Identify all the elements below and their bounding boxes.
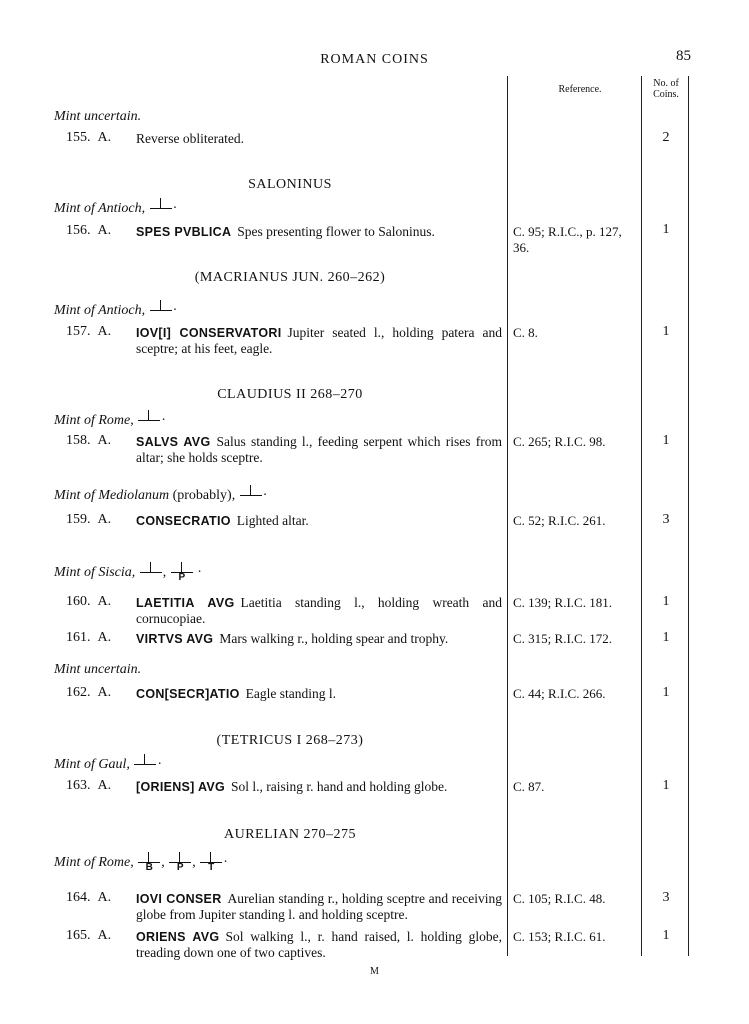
entry-number: 164. — [66, 890, 91, 905]
section-title-aurelian: AURELIAN 270–275 — [223, 827, 357, 842]
coin-description: Aurelian standing r., holding sceptre and receiving globe from Jupiter standing l. and holding sceptre. — [136, 891, 503, 922]
mint-mark-symbol — [134, 754, 156, 770]
entry-160-count: 1 — [662, 594, 670, 609]
entry-number: 156. — [66, 223, 91, 238]
mint-city: Mediolanum — [98, 488, 170, 503]
entry-159-number — [66, 512, 111, 528]
entry-156-count: 1 — [662, 222, 670, 237]
mint-heading-rome: Mint of Rome, · — [54, 410, 166, 429]
entry-156-number — [66, 223, 111, 239]
mint-mark-symbol — [150, 198, 172, 214]
entry-160-number — [66, 594, 111, 610]
mint-mark-symbol-p — [169, 852, 191, 873]
entry-158-reference: C. 265; R.I.C. 98. — [513, 434, 606, 449]
entry-metal: A. — [97, 685, 112, 700]
entry-metal: A. — [97, 433, 112, 448]
signature-mark: M — [370, 966, 379, 977]
mint-text: Mint of Siscia, — [54, 565, 136, 580]
entry-156-reference: C. 95; R.I.C., p. 127, 36. — [513, 224, 622, 255]
entry-158-number — [66, 433, 111, 449]
entry-156-description — [136, 224, 502, 240]
coin-description: Lighted altar. — [236, 513, 309, 528]
entry-163-count: 1 — [662, 778, 670, 793]
section-title-saloninus: SALONINUS — [248, 177, 332, 192]
coin-description: Eagle standing l. — [245, 686, 337, 701]
entry-number: 157. — [66, 324, 91, 339]
mint-mark-symbol — [150, 300, 172, 316]
entry-metal: A. — [97, 324, 112, 339]
entry-157-count: 1 — [662, 324, 670, 339]
coin-legend: CONSECRATIO — [136, 514, 231, 528]
entry-155-count: 2 — [662, 130, 670, 145]
entry-157-reference: C. 8. — [513, 325, 538, 340]
entry-164-description — [136, 891, 502, 923]
entry-metal: A. — [97, 594, 112, 609]
mint-text: Mint of Rome, — [54, 413, 134, 428]
mint-mark-letter: T — [208, 862, 215, 873]
entry-metal: A. — [97, 630, 112, 645]
mint-text: Mint of Gaul, — [54, 757, 130, 772]
entry-162-count: 1 — [662, 685, 670, 700]
coin-description: Sol l., raising r. hand and holding globe. — [231, 779, 448, 794]
entry-number: 160. — [66, 594, 91, 609]
mint-mark-symbol-t — [200, 852, 222, 873]
mint-text: Mint of Rome, — [54, 855, 134, 870]
entry-number: 158. — [66, 433, 91, 448]
coin-legend: [ORIENS] AVG — [136, 780, 226, 794]
mint-heading-uncertain: Mint uncertain. — [54, 662, 142, 677]
coin-description: Spes presenting flower to Saloninus. — [237, 224, 435, 239]
coin-legend: SPES PVBLICA — [136, 225, 232, 239]
column-header-count-line2: Coins. — [653, 89, 679, 100]
page-number: 85 — [676, 48, 691, 64]
mint-mark-symbol-p — [171, 562, 193, 583]
running-header: ROMAN COINS — [320, 52, 429, 67]
mint-mark-symbol — [140, 562, 162, 578]
coin-legend: CON[SECR]ATIO — [136, 687, 240, 701]
column-rule-right — [688, 76, 689, 956]
entry-163-reference: C. 87. — [513, 779, 545, 794]
entry-160-description — [136, 595, 502, 627]
mint-mark-symbol-b — [138, 852, 160, 873]
coin-description: Sol walking l., r. hand raised, l. holding globe, treading down one of two captives. — [136, 929, 502, 960]
column-header-count-line1: No. of — [653, 78, 679, 89]
entry-number: 162. — [66, 685, 91, 700]
entry-159-count: 3 — [662, 512, 670, 527]
entry-metal: A. — [97, 223, 112, 238]
mint-heading-antioch-2: Mint of Antioch, · — [54, 300, 177, 319]
coin-description: Laetitia standing l., holding wreath and cornucopiae. — [136, 595, 502, 626]
coin-legend: VIRTVS AVG — [136, 632, 214, 646]
mint-heading-siscia: Mint of Siscia, , P · — [54, 562, 202, 581]
entry-164-count: 3 — [662, 890, 670, 905]
column-header-reference: Reference. — [558, 84, 602, 95]
coin-description: Salus standing l., feeding serpent which rises from altar; she holds sceptre. — [136, 434, 502, 465]
entry-158-description — [136, 434, 502, 466]
entry-157-description — [136, 325, 502, 357]
mint-mark-symbol — [240, 485, 262, 501]
mint-qualifier: (probably), — [172, 488, 236, 503]
entry-165-number — [66, 928, 111, 944]
entry-163-description — [136, 779, 502, 795]
section-title-macrianus: (MACRIANUS JUN. 260–262) — [194, 270, 386, 285]
entry-number: 165. — [66, 928, 91, 943]
entry-165-description — [136, 929, 502, 961]
section-title-claudius: CLAUDIUS II 268–270 — [217, 387, 363, 402]
coin-legend: IOVI CONSER — [136, 892, 222, 906]
entry-163-number — [66, 778, 111, 794]
entry-metal: A. — [97, 928, 112, 943]
mint-mark-letter: P — [178, 572, 186, 583]
column-rule-middle — [641, 76, 642, 956]
entry-metal: A. — [97, 130, 112, 145]
entry-number: 163. — [66, 778, 91, 793]
entry-metal: A. — [97, 890, 112, 905]
entry-160-reference: C. 139; R.I.C. 181. — [513, 595, 612, 610]
coin-legend: SALVS AVG — [136, 435, 211, 449]
section-title-tetricus: (TETRICUS I 268–273) — [216, 733, 364, 748]
coin-legend: ORIENS AVG — [136, 930, 220, 944]
coin-legend: IOV[I] CONSERVATORI — [136, 326, 282, 340]
entry-164-reference: C. 105; R.I.C. 48. — [513, 891, 606, 906]
entry-161-count: 1 — [662, 630, 670, 645]
entry-155-description: Reverse obliterated. — [136, 131, 244, 146]
coin-description: Jupiter seated l., holding patera and sceptre; at his feet, eagle. — [136, 325, 502, 356]
mint-mark-symbol — [138, 410, 160, 426]
entry-159-reference: C. 52; R.I.C. 261. — [513, 513, 606, 528]
entry-157-number — [66, 324, 111, 340]
entry-161-reference: C. 315; R.I.C. 172. — [513, 631, 612, 646]
entry-155-number — [66, 130, 111, 146]
mint-text: Mint of Antioch, — [54, 303, 146, 318]
entry-number: 161. — [66, 630, 91, 645]
mint-text: Mint of — [54, 488, 95, 503]
entry-161-number — [66, 630, 111, 646]
entry-162-reference: C. 44; R.I.C. 266. — [513, 686, 606, 701]
mint-mark-letter: P — [176, 862, 184, 873]
mint-heading-antioch: Mint of Antioch, · — [54, 198, 177, 217]
entry-number: 155. — [66, 130, 91, 145]
entry-165-reference: C. 153; R.I.C. 61. — [513, 929, 606, 944]
coin-description: Mars walking r., holding spear and trophy. — [219, 631, 449, 646]
entry-metal: A. — [97, 778, 112, 793]
entry-164-number — [66, 890, 111, 906]
column-rule-left — [507, 76, 508, 956]
entry-metal: A. — [97, 512, 112, 527]
entry-165-count: 1 — [662, 928, 670, 943]
mint-mark-letter: B — [145, 862, 153, 873]
entry-number: 159. — [66, 512, 91, 527]
entry-162-description — [136, 686, 502, 702]
entry-158-count: 1 — [662, 433, 670, 448]
entry-161-description — [136, 631, 502, 647]
entry-162-number — [66, 685, 111, 701]
entry-159-description — [136, 513, 502, 529]
coin-legend: LAETITIA AVG — [136, 596, 235, 610]
column-header-count — [644, 78, 688, 100]
mint-heading-gaul: Mint of Gaul, · — [54, 754, 162, 773]
mint-heading-mediolanum: Mint of Mediolanum (probably), · — [54, 485, 267, 504]
mint-text: Mint of Antioch, — [54, 201, 146, 216]
mint-heading: Mint uncertain. — [54, 109, 142, 124]
mint-heading-rome-2: Mint of Rome, B , P , T · — [54, 852, 228, 871]
